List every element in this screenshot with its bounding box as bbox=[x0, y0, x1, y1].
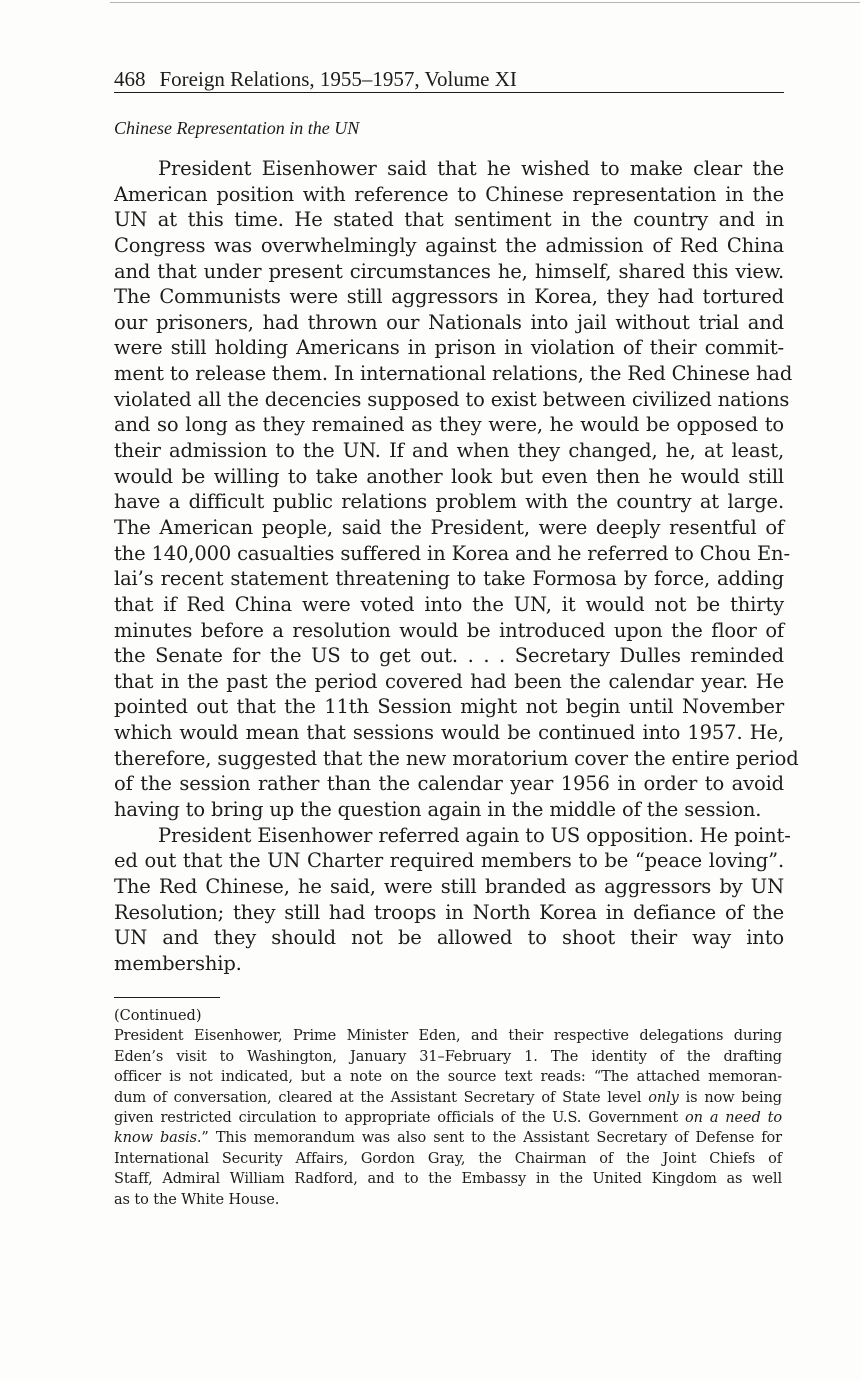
text-line: our prisoners, had thrown our Nationals into jail without trial and bbox=[114, 310, 784, 334]
text-line: and so long as they remained as they were, he would be opposed to bbox=[114, 413, 784, 437]
footnote-line bbox=[114, 1026, 782, 1046]
footnote-italic-text: know basis bbox=[114, 1130, 197, 1147]
text-line: President Eisenhower said that he wished to make clear the bbox=[158, 157, 784, 180]
footnote bbox=[114, 1006, 782, 1210]
paragraph-2 bbox=[114, 823, 791, 977]
footnote-text: as to the White House. bbox=[114, 1191, 280, 1208]
top-edge-rule bbox=[110, 2, 860, 3]
footnote-line bbox=[114, 1169, 782, 1189]
text-line: lai’s recent statement threatening to take Formosa by force, adding bbox=[114, 567, 784, 591]
text-line: that in the past the period covered had been the calendar year. He bbox=[114, 669, 784, 693]
text-line: The American people, said the President, were deeply resentful of bbox=[114, 515, 784, 539]
footnote-body bbox=[114, 1026, 782, 1210]
text-line: The Red Chinese, he said, were still branded as aggressors by UN bbox=[114, 874, 784, 898]
text-line: UN at this time. He stated that sentiment in the country and in bbox=[114, 208, 784, 232]
footnote-line bbox=[114, 1067, 782, 1087]
text-line: which would mean that sessions would be continued into 1957. He, bbox=[114, 721, 784, 745]
text-line: membership. bbox=[114, 951, 242, 975]
text-line: Congress was overwhelmingly against the admission of Red China bbox=[114, 233, 784, 257]
text-line: the 140,000 casualties suffered in Korea and he referred to Chou En- bbox=[114, 541, 790, 565]
text-line: having to bring up the question again in the middle of the session. bbox=[114, 798, 762, 822]
paragraph-1 bbox=[114, 156, 799, 823]
text-line: Resolution; they still had troops in North Korea in defiance of the bbox=[114, 900, 784, 924]
footnote-line bbox=[114, 1108, 782, 1128]
running-head bbox=[114, 66, 784, 93]
text-line: of the session rather than the calendar year 1956 in order to avoid bbox=[114, 772, 784, 796]
text-line: minutes before a resolution would be introduced upon the floor of bbox=[114, 618, 784, 642]
footnote-italic-text: only bbox=[648, 1089, 679, 1106]
text-line: would be willing to take another look but even then he would still bbox=[114, 464, 784, 488]
footnote-text: given restricted circulation to appropriate officials of the U.S. Government bbox=[114, 1109, 686, 1126]
text-line: have a difficult public relations problem with the country at large. bbox=[114, 490, 784, 514]
footnote-text: is now being bbox=[678, 1089, 782, 1106]
text-line: UN and they should not be allowed to shoot their way into bbox=[114, 926, 784, 950]
footnote-text: officer is not indicated, but a note on the source text reads: “The attached memoran- bbox=[114, 1069, 782, 1086]
text-line: The Communists were still aggressors in Korea, they had tortured bbox=[114, 285, 784, 309]
footnote-line bbox=[114, 1190, 782, 1210]
volume-title: Foreign Relations, 1955–1957, Volume XI bbox=[159, 67, 517, 91]
section-heading: Chinese Representation in the UN bbox=[114, 118, 360, 138]
footnote-line bbox=[114, 1047, 782, 1067]
footnote-text: Eden’s visit to Washington, January 31–February 1. The identity of the drafting bbox=[114, 1048, 782, 1065]
text-line: President Eisenhower referred again to US opposition. He point- bbox=[158, 823, 791, 847]
text-line: pointed out that the 11th Session might not begin until November bbox=[114, 695, 784, 719]
page-number: 468 bbox=[114, 67, 146, 91]
body-text bbox=[114, 156, 799, 977]
text-line: violated all the decencies supposed to exist between civilized nations bbox=[114, 387, 790, 411]
footnote-text: President Eisenhower, Prime Minister Eden, and their respective delegations during bbox=[114, 1028, 782, 1045]
text-line: their admission to the UN. If and when they changed, he, at least, bbox=[114, 439, 784, 463]
text-line: ed out that the UN Charter required members to be “peace loving”. bbox=[114, 849, 784, 873]
text-line: the Senate for the US to get out. . . . Secretary Dulles reminded bbox=[114, 644, 784, 668]
footnote-text: dum of conversation, cleared at the Assistant Secretary of State level bbox=[114, 1089, 649, 1106]
text-line: therefore, suggested that the new moratorium cover the entire period bbox=[114, 746, 799, 770]
footnote-line bbox=[114, 1149, 782, 1169]
text-line: and that under present circumstances he, himself, shared this view. bbox=[114, 259, 784, 283]
footnote-text: International Security Affairs, Gordon Gray, the Chairman of the Joint Chiefs of bbox=[114, 1150, 782, 1167]
text-line: ment to release them. In international relations, the Red Chinese had bbox=[114, 362, 793, 386]
footnote-line bbox=[114, 1128, 782, 1148]
text-line: American position with reference to Chinese representation in the bbox=[114, 182, 784, 206]
footnote-italic-text: on a need to bbox=[685, 1109, 782, 1126]
footnote-rule bbox=[114, 997, 220, 998]
footnote-line bbox=[114, 1088, 782, 1108]
footnote-text: .” This memorandum was also sent to the Assistant Secretary of Defense for bbox=[196, 1130, 782, 1147]
text-line: that if Red China were voted into the UN, it would not be thirty bbox=[114, 592, 784, 616]
footnote-continued-label: (Continued) bbox=[114, 1008, 202, 1024]
text-line: were still holding Americans in prison in violation of their commit- bbox=[114, 336, 784, 360]
footnote-text: Staff, Admiral William Radford, and to the Embassy in the United Kingdom as well bbox=[114, 1171, 782, 1188]
